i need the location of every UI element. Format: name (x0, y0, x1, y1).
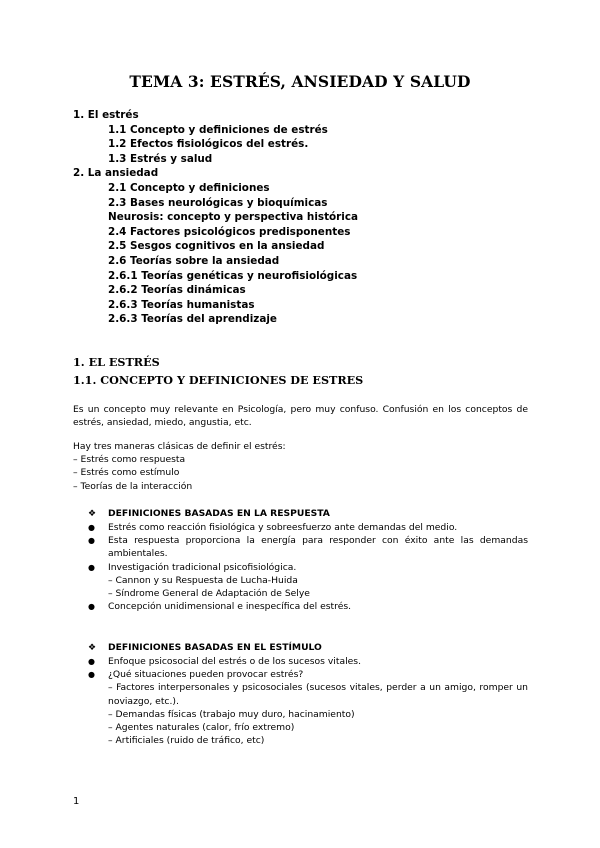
sub-item: – Cannon y su Respuesta de Lucha-Huida (108, 574, 298, 586)
bullet-text: Esta respuesta proporciona la energía para responder con éxito ante las demandas ambientales. (108, 535, 528, 560)
bullet-text: Estrés como reacción fisiológica y sobreesfuerzo ante demandas del medio. (108, 522, 458, 533)
bullet-icon: ● (88, 523, 95, 532)
bullet-icon: ● (88, 657, 95, 666)
bullet-item (88, 534, 528, 560)
toc-entry: 2.5 Sesgos cognitivos en la ansiedad (108, 240, 325, 253)
toc-entry: 2.6.2 Teorías dinámicas (108, 284, 246, 297)
toc-entry: 2.6 Teorías sobre la ansiedad (108, 254, 280, 267)
toc-entry: 2.6.3 Teorías del aprendizaje (108, 313, 277, 326)
diamond-bullet-icon: ❖ (88, 508, 97, 519)
table-of-contents (73, 108, 358, 327)
toc-entry: 2.4 Factores psicológicos predisponentes (108, 225, 351, 238)
bullet-item (88, 521, 528, 534)
bullet-text: Investigación tradicional psicofisiológica. (108, 561, 297, 573)
sub-item: – Síndrome General de Adaptación de Selye (108, 588, 310, 600)
toc-entry: 1.1 Concepto y definiciones de estrés (108, 123, 328, 136)
bullet-item (88, 561, 528, 574)
stimulus-definitions-heading (88, 642, 322, 653)
list-item: – Teorías de la interacción (73, 480, 193, 492)
bullet-text: ¿Qué situaciones pueden provocar estrés? (108, 669, 304, 681)
toc-entry: Neurosis: concepto y perspectiva histórica (108, 211, 359, 224)
toc-entry: 2.6.3 Teorías humanistas (108, 298, 255, 311)
ways-intro: Hay tres maneras clásicas de definir el estrés: (73, 441, 286, 452)
toc-entry: 2.1 Concepto y definiciones (108, 181, 270, 194)
bullet-item (88, 600, 528, 613)
bullet-item (88, 668, 528, 681)
intro-paragraph: Es un concepto muy relevante en Psicología, pero muy confuso. Confusión en los conceptos de estrés, ansiedad, miedo, angustia, etc. (73, 404, 528, 429)
bullet-icon: ● (88, 562, 95, 572)
toc-entry: 2.6.1 Teorías genéticas y neurofisiológicas (108, 269, 358, 282)
list-item: – Estrés como estímulo (73, 467, 180, 479)
toc-entry: 1.2 Efectos fisiológicos del estrés. (108, 138, 309, 151)
toc-entry: 1. El estrés (73, 109, 139, 121)
bullet-item (88, 655, 528, 668)
list-item: – Estrés como respuesta (73, 454, 186, 466)
document-title: TEMA 3: ESTRÉS, ANSIEDAD Y SALUD (129, 72, 471, 91)
bullet-text: Concepción unidimensional e inespecífica del estrés. (108, 601, 352, 613)
bullet-icon: ● (88, 602, 95, 612)
response-definitions-list (88, 521, 528, 613)
bullet-text: Enfoque psicosocial del estrés o de los sucesos vitales. (108, 656, 361, 667)
bullet-icon: ● (88, 670, 95, 680)
definition-ways-list (73, 440, 286, 493)
sub-item: – Agentes naturales (calor, frío extremo) (108, 722, 295, 734)
page-number: 1 (73, 796, 80, 807)
section-heading: 1. EL ESTRÉS (73, 355, 160, 369)
subsection-heading: 1.1. CONCEPTO Y DEFINICIONES DE ESTRES (73, 373, 364, 387)
bullet-icon: ● (88, 536, 95, 546)
toc-entry: 2.3 Bases neurológicas y bioquímicas (108, 196, 328, 209)
toc-entry: 1.3 Estrés y salud (108, 152, 213, 165)
diamond-bullet-icon: ❖ (88, 642, 97, 653)
heading-text: DEFINICIONES BASADAS EN LA RESPUESTA (108, 508, 330, 519)
stimulus-definitions-list (88, 655, 528, 747)
toc-entry: 2. La ansiedad (73, 167, 159, 180)
response-definitions-heading (88, 508, 330, 519)
heading-text: DEFINICIONES BASADAS EN EL ESTÍMULO (108, 642, 322, 653)
sub-item: – Factores interpersonales y psicosociales (sucesos vitales, perder a un amigo, romper un noviazgo, etc.). (108, 682, 528, 707)
sub-item: – Artificiales (ruido de tráfico, etc) (108, 735, 265, 747)
sub-item: – Demandas físicas (trabajo muy duro, hacinamiento) (108, 708, 355, 720)
